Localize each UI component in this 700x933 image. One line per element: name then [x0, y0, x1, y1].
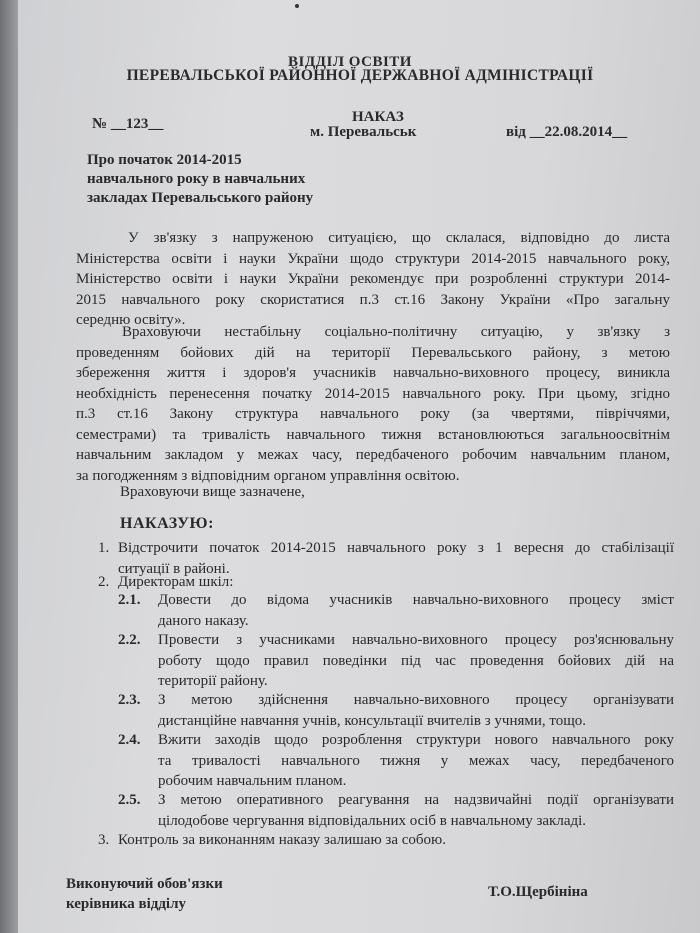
subitem-line: цілодобове чергування відповідальних осіб в навчальному закладі.: [158, 812, 587, 829]
city: м. Перевальськ: [310, 124, 417, 140]
signatory-position-line-2: керівника відділу: [66, 896, 187, 912]
order-heading: НАКАЗУЮ:: [120, 515, 214, 532]
item-number: 2.: [98, 574, 110, 590]
subitem-line: Провести з учасниками навчально-виховного процесу роз'яснювальну: [158, 632, 674, 648]
subitem-line: дистанційне навчання учнів, консультації вчителів з учнями, тощо.: [158, 712, 587, 729]
order-subitem-2-2: [158, 630, 674, 692]
subject-line-3: закладах Перевальського району: [87, 190, 314, 206]
item-number: 1.: [98, 540, 110, 556]
paragraph-1-line: Міністерства освіти і науки України щодо структури 2014-2015 навчального року,: [76, 250, 670, 267]
paragraph-2-line: збереження життя і здоров'я учасників навчально-виховного процесу, виникла: [76, 365, 670, 381]
subitem-line: З метою здійснення навчально-виховного процесу організувати: [158, 692, 674, 708]
subject-line-1: Про початок 2014-2015: [87, 152, 242, 168]
order-subitem-2-5: [158, 790, 674, 831]
paragraph-1-line: 2015 навчального року скористатися п.3 ст.16 Закону України «Про загальну: [76, 291, 670, 308]
order-subitem-2-3: [158, 690, 674, 731]
paragraph-1: [76, 228, 670, 331]
order-number: № __123__: [92, 116, 164, 132]
subitem-number: 2.2.: [118, 632, 141, 648]
item-line: Контроль за виконанням наказу залишаю за собою.: [118, 832, 446, 848]
subitem-line: даного наказу.: [158, 612, 249, 629]
order-subitem-2-4: [158, 730, 674, 792]
subitem-line: Довести до відома учасників навчально-виховного процесу зміст: [158, 592, 674, 608]
subitem-line: З метою оперативного реагування на надзвичайні події організувати: [158, 792, 674, 808]
paragraph-1-line: середню освіту».: [76, 312, 186, 328]
subject-line-2: навчального року в навчальних: [87, 171, 306, 187]
subitem-line: та тривалості навчального тижня у межах часу, передбаченого: [158, 752, 674, 769]
subitem-number: 2.3.: [118, 692, 141, 708]
order-date: від __22.08.2014__: [506, 124, 628, 140]
department-title: ВІДДІЛ ОСВІТИ: [288, 54, 412, 70]
subitem-number: 2.1.: [118, 592, 141, 608]
paragraph-2: [76, 322, 670, 486]
page-left-shadow: [0, 0, 18, 933]
item-line: Директорам шкіл:: [118, 574, 234, 590]
administration-title: ПЕРЕВАЛЬСЬКОЇ РАЙОННОЇ ДЕРЖАВНОЇ АДМІНІСТРАЦІЇ: [126, 67, 594, 84]
paragraph-2-line: п.3 ст.16 Закону структура навчального року (за чвертями, півріччями,: [76, 406, 670, 422]
punch-mark: [295, 4, 299, 8]
paragraph-2-line: проведенням бойових дій на території Перевальського району, з метою: [76, 344, 670, 361]
item-number: 3.: [98, 832, 110, 848]
subitem-line: Вжити заходів щодо розроблення структури нового навчального року: [158, 732, 674, 748]
subitem-line: території району.: [158, 673, 268, 689]
signatory-position-line-1: Виконуючий обов'язки: [66, 876, 223, 892]
order-subitem-2-1: [158, 590, 674, 631]
paragraph-2-line: семестрами) та тривалість навчального тижня встановлюються загальноосвітнім: [76, 426, 670, 443]
paragraph-3: Враховуючи вище зазначене,: [120, 484, 305, 500]
signatory-name: Т.О.Щербініна: [488, 884, 588, 900]
subitem-number: 2.5.: [118, 792, 141, 808]
subitem-number: 2.4.: [118, 732, 141, 748]
item-line: Відстрочити початок 2014-2015 навчального року з 1 вересня до стабілізації: [118, 540, 674, 556]
paragraph-2-line: за погодженням з відповідним органом управління освітою.: [76, 467, 460, 484]
document-type: НАКАЗ: [352, 109, 404, 125]
paragraph-2-line: необхідність перенесення початку 2014-2015 навчального року. При цьому, згідно: [76, 385, 670, 402]
subitem-line: роботу щодо правил поведінки під час проведення бойових дій на: [158, 652, 674, 669]
item-line: ситуації в районі.: [118, 560, 230, 577]
order-item-3: [118, 830, 674, 851]
subitem-line: робочим навчальним планом.: [158, 773, 347, 789]
paragraph-2-line: Враховуючи нестабільну соціально-політичну ситуацію, у зв'язку з: [122, 324, 670, 340]
paragraph-1-line: У зв'язку з напруженою ситуацією, що склалася, відповідно до листа: [128, 230, 670, 246]
paragraph-2-line: навчальним закладом у межах часу, передбаченого робочим навчальним планом,: [76, 447, 670, 463]
paragraph-1-line: Міністерство освіти і науки України рекомендує при розробленні структури 2014-: [76, 271, 670, 287]
